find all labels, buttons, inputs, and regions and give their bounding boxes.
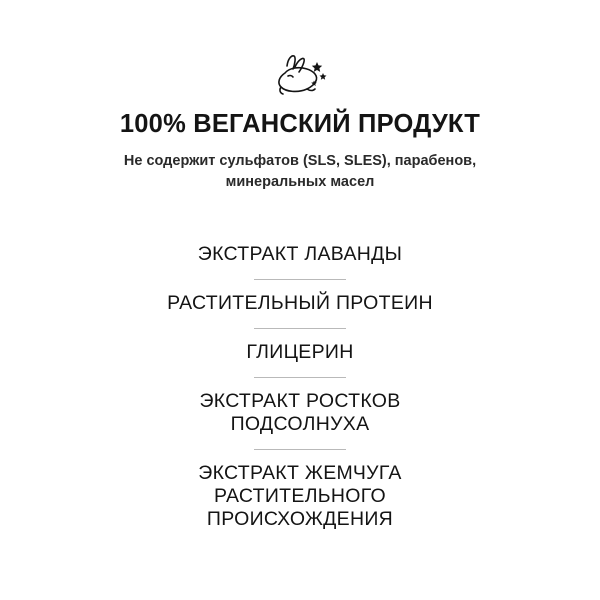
list-item: ЭКСТРАКТ ЛАВАНДЫ: [197, 243, 403, 266]
list-item: ГЛИЦЕРИН: [246, 341, 354, 364]
page-subtitle: Не содержит сульфатов (SLS, SLES), парабенов, минеральных масел: [123, 153, 477, 191]
rabbit-with-stars-icon: [257, 52, 343, 104]
list-item: РАСТИТЕЛЬНЫЙ ПРОТЕИН: [167, 292, 433, 315]
list-item: ЭКСТРАКТ ЖЕМЧУГА РАСТИТЕЛЬНОГО ПРОИСХОЖДЕНИЯ: [198, 462, 402, 531]
list-item: ЭКСТРАКТ РОСТКОВ ПОДСОЛНУХА: [199, 390, 401, 436]
ingredients-list: [150, 231, 450, 544]
page-title: 100% ВЕГАНСКИЙ ПРОДУКТ: [119, 110, 481, 138]
